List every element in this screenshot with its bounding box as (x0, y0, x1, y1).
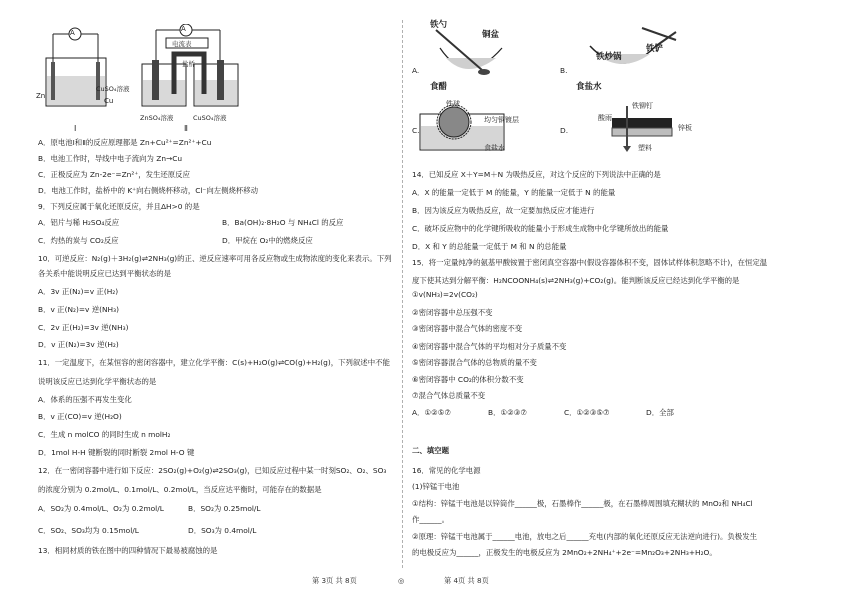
q15-option-a: A．①②⑤⑦ (412, 408, 451, 417)
q12-option-c: C．SO₂、SO₃均为 0.15mol/L (38, 526, 139, 535)
q9-option-d: D．甲烷在 O₂中的燃烧反应 (222, 236, 313, 245)
q11-option-d: D．1mol H-H 键断裂的同时断裂 2mol H-O 键 (38, 448, 195, 457)
q10-option-d: D．v 正(N₂)=3v 逆(H₂) (38, 340, 119, 349)
fig-c-ball: 铁球 (446, 100, 460, 108)
q15-stem-line-2: 度下使其达到分解平衡：H₂NCOONH₄(s)⇌2NH₃(g)+CO₂(g)。能判断该反应已经达到化学平衡的是 (412, 276, 740, 285)
q13-stem: 13．相同材质的铁在图中的四种情况下最易被腐蚀的是 (38, 546, 218, 555)
fig-d-rain: 酸雨 (598, 114, 612, 122)
q16-line-3: ②原理：锌锰干电池属于______电池，放电之后______充电(内部的氧化还原反应无法逆向进行)。负极发生 (412, 532, 757, 541)
q12-option-d: D．SO₃为 0.4mol/L (188, 526, 257, 535)
cell-2-label: Ⅱ (184, 124, 188, 133)
fig-a-spoon: 铁勺 (430, 20, 448, 30)
q9-option-b: B．Ba(OH)₂·8H₂O 与 NH₄Cl 的反应 (222, 218, 344, 227)
q15-option-d: D．全部 (646, 408, 674, 417)
fig-c-coating: 均匀铜镀层 (484, 116, 519, 124)
q10-option-c: C．2v 正(H₂)=3v 逆(NH₃) (38, 323, 129, 332)
salt-bridge-label: 盐桥 (182, 60, 195, 68)
q8-option-a: A．原电池Ⅰ和Ⅱ的反应原理都是 Zn+Cu²⁺=Zn²⁺+Cu (38, 138, 212, 147)
fig-b-wok: 铁炒锅 (596, 52, 622, 62)
q15-item-5: ⑤密闭容器混合气体的总物质的量不变 (412, 358, 537, 367)
q11-stem-line-1: 11．一定温度下，在某恒容的密闭容器中，建立化学平衡：C(s)+H₂O(g)⇌CO(g)+H₂(g)，下列叙述中不能 (38, 358, 390, 367)
fig-d-zinc: 锌板 (678, 124, 692, 132)
fig-a-vinegar: 食醋 (430, 82, 448, 92)
q12-stem-line-1: 12．在一密闭容器中进行如下反应：2SO₂(g)+O₂(g)⇌2SO₃(g)，已知反应过程中某一时刻SO₂、O₂、SO₃ (38, 466, 387, 475)
fig-d-rivet: 铁铆钉 (632, 102, 653, 110)
q10-option-a: A．3v 正(N₂)=v 正(H₂) (38, 287, 119, 296)
cuso4-label-2: CuSO₄溶液 (193, 114, 227, 122)
q15-item-6: ⑥密闭容器中 CO₂的体积分数不变 (412, 375, 524, 384)
q9-option-c: C．灼热的炭与 CO₂反应 (38, 236, 119, 245)
q16-line-4: 的电极反应为______，正极发生的电极反应为 2MnO₂+2NH₄⁺+2e⁻=Mn₂O₃+2NH₃+H₂O。 (412, 548, 717, 557)
fig-c-salt: 食盐水 (484, 144, 505, 152)
q15-item-7: ⑦混合气体总质量不变 (412, 391, 486, 400)
q14-option-d: D．X 和 Y 的总能量一定低于 M 和 N 的总能量 (412, 242, 567, 251)
q16-stem: 16．常见的化学电源 (412, 466, 481, 475)
q12-option-b: B．SO₂为 0.25mol/L (188, 504, 261, 513)
q14-stem: 14．已知反应 X＋Y=M＋N 为吸热反应，对这个反应的下列说法中正确的是 (412, 170, 661, 179)
q9-stem: 9．下列反应属于氧化还原反应，并且ΔH>0 的是 (38, 202, 200, 211)
q11-option-a: A．体系的压强不再发生变化 (38, 395, 132, 404)
q8-option-b: B．电池工作时，导线中电子流向为 Zn→Cu (38, 154, 183, 163)
q10-option-b: B．v 正(N₂)=v 逆(NH₃) (38, 305, 119, 314)
fig-b-shovel: 铁铲 (646, 44, 664, 54)
section-fill-in-title: 二、填空题 (412, 446, 449, 455)
q14-option-c: C．破坏反应物中的化学键所吸收的能量小于形成生成物中化学键所放出的能量 (412, 224, 669, 233)
q15-option-b: B．①②③⑦ (488, 408, 527, 417)
galvanic-cells-drawing (38, 24, 258, 120)
q15-item-3: ③密闭容器中混合气体的密度不变 (412, 324, 523, 333)
q11-stem-line-2: 说明该反应已达到化学平衡状态的是 (38, 377, 157, 386)
q15-item-1: ①v(NH₃)=2v(CO₂) (412, 290, 478, 299)
fig-b-salt: 食盐水 (576, 82, 602, 92)
cu-label: Cu (104, 97, 114, 105)
footer-page-3: 第 3页 共 8页 (312, 576, 357, 585)
q14-option-b: B．因为该反应为吸热反应，故一定要加热反应才能进行 (412, 206, 595, 215)
q14-option-a: A．X 的能量一定低于 M 的能量，Y 的能量一定低于 N 的能量 (412, 188, 616, 197)
q16-line-1: ①结构：锌锰干电池是以锌筒作______极，石墨棒作______极，在石墨棒周围填充糊状的 MnO₂和 NH₄Cl (412, 499, 753, 508)
cell-1-label: Ⅰ (74, 124, 77, 133)
q11-option-c: C．生成 n molCO 的同时生成 n molH₂ (38, 430, 171, 439)
column-divider (402, 20, 403, 568)
fig-b-label: B. (560, 66, 568, 75)
znso4-label: ZnSO₄溶液 (140, 114, 174, 122)
q8-option-c: C．正极反应为 Zn-2e⁻=Zn²⁺，发生还原反应 (38, 170, 190, 179)
q10-stem-line-2: 各关系中能说明反应已达到平衡状态的是 (38, 269, 172, 278)
q8-option-d: D．电池工作时，盐桥中的 K⁺向右侧烧杯移动，Cl⁻向左侧烧杯移动 (38, 186, 259, 195)
q16-subheading: (1)锌锰干电池 (412, 482, 460, 491)
q15-item-2: ②密闭容器中总压强不变 (412, 308, 493, 317)
cuso4-label-1: CuSO₄溶液 (96, 85, 130, 93)
meter-label: 电流表 (172, 40, 192, 48)
fig-a-label: A. (412, 66, 420, 75)
ammeter-label-2: A (181, 25, 186, 33)
footer-page-4: 第 4页 共 8页 (444, 576, 489, 585)
q12-option-a: A．SO₂为 0.4mol/L、O₂为 0.2mol/L (38, 504, 164, 513)
zn-label: Zn (36, 92, 46, 100)
fig-d-plastic: 塑料 (638, 144, 652, 152)
q10-stem-line-1: 10．可逆反应：N₂(g)＋3H₂(g)⇌2NH₃(g)的正、逆反应速率可用各反应物或生成物浓度的变化来表示。下列 (38, 254, 392, 263)
q15-item-4: ④密闭容器中混合气体的平均相对分子质量不变 (412, 342, 567, 351)
q9-option-a: A．铝片与稀 H₂SO₄反应 (38, 218, 120, 227)
fig-c-label: C. (412, 126, 420, 135)
q11-option-b: B．v 正(CO)=v 逆(H₂O) (38, 412, 122, 421)
ammeter-label-1: A (70, 29, 75, 37)
q15-stem-line-1: 15．将一定量纯净的氨基甲酸铵置于密闭真空容器中(假设容器体积不变，固体试样体积忽略不计)，在恒定温 (412, 258, 768, 267)
q16-line-2: 作______。 (412, 515, 449, 524)
q12-stem-line-2: 的浓度分别为 0.2mol/L、0.1mol/L、0.2mol/L，当反应达平衡时，可能存在的数据是 (38, 485, 322, 494)
fig-d-label: D. (560, 126, 569, 135)
q15-option-c: C．①②③⑤⑦ (564, 408, 610, 417)
fig-a-bowl: 铜盆 (482, 30, 500, 40)
center-binding-mark: ◎ (398, 576, 405, 585)
